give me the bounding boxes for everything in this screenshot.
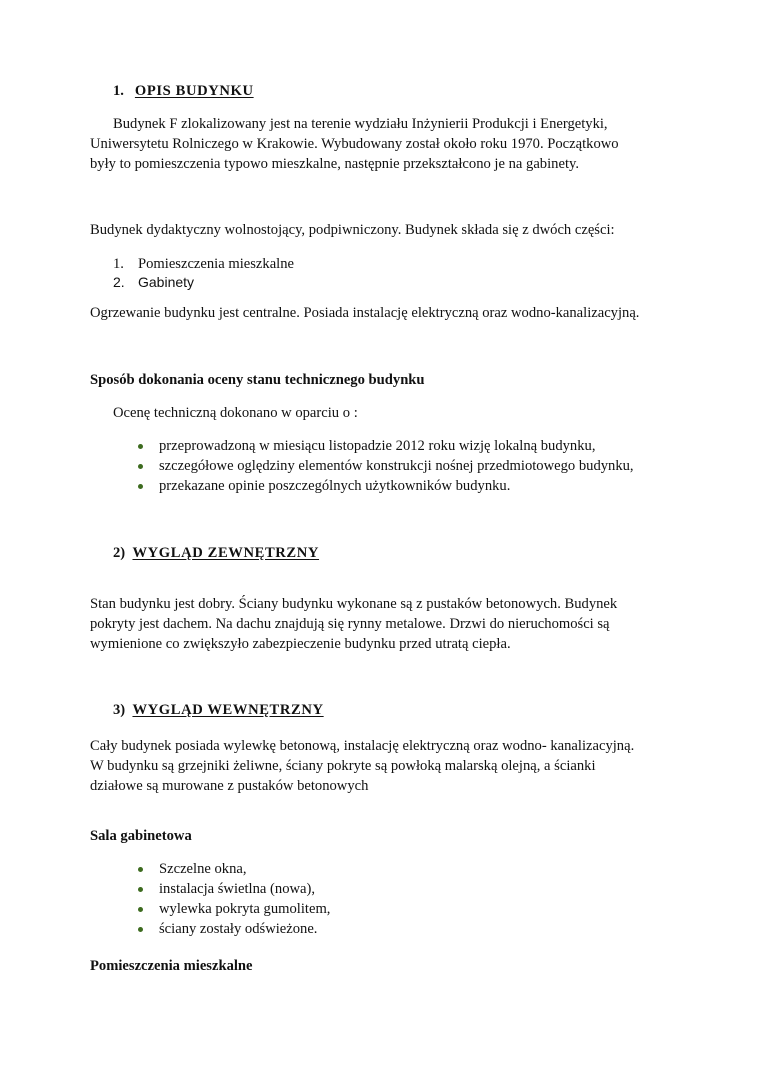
parts-list-number: 2.: [113, 274, 125, 290]
parts-list-text: Pomieszczenia mieszkalne: [138, 256, 295, 272]
paragraph-4-line-3: wymienione co zwiększyło zabezpieczenie budynku przed utratą ciepła.: [90, 636, 511, 652]
office-room-item: ściany zostały odświeżone.: [159, 921, 318, 937]
paragraph-1-line-2: Uniwersytetu Rolniczego w Krakowie. Wybudowany został około roku 1970. Początkowo: [90, 136, 619, 152]
paragraph-4-line-2: pokryty jest dachem. Na dachu znajdują się rynny metalowe. Drzwi do nieruchomości są: [90, 616, 610, 632]
section-3-number: 3): [113, 702, 126, 718]
bullet-icon: [138, 484, 143, 489]
office-room-heading: Sala gabinetowa: [90, 828, 192, 844]
section-2-title: WYGLĄD ZEWNĘTRZNY: [132, 545, 320, 561]
section-2-number: 2): [113, 545, 126, 561]
section-1-number: 1.: [113, 83, 124, 99]
parts-list-text: Gabinety: [138, 274, 195, 290]
section-1-heading: [113, 81, 254, 101]
bullet-icon: [138, 887, 143, 892]
office-room-item: Szczelne okna,: [159, 861, 247, 877]
office-room-item: instalacja świetlna (nowa),: [159, 881, 316, 897]
office-room-item: wylewka pokryta gumolitem,: [159, 901, 331, 917]
assessment-item: przekazane opinie poszczególnych użytkowników budynku.: [159, 478, 511, 494]
paragraph-5-line-3: działowe są murowane z pustaków betonowych: [90, 778, 369, 794]
assessment-intro: Ocenę techniczną dokonano w oparciu o :: [113, 405, 358, 421]
assessment-item: szczegółowe oględziny elementów konstrukcji nośnej przedmiotowego budynku,: [159, 458, 634, 474]
assessment-item: przeprowadzoną w miesiącu listopadzie 2012 roku wizję lokalną budynku,: [159, 438, 596, 454]
section-2-heading: [113, 543, 319, 563]
paragraph-2: Budynek dydaktyczny wolnostojący, podpiwniczony. Budynek składa się z dwóch części:: [90, 222, 615, 238]
bullet-icon: [138, 907, 143, 912]
bullet-icon: [138, 867, 143, 872]
parts-list-item: [113, 272, 125, 292]
parts-list-item: [113, 254, 124, 274]
bullet-icon: [138, 444, 143, 449]
paragraph-1-line-1: Budynek F zlokalizowany jest na terenie wydziału Inżynierii Produkcji i Energetyki,: [113, 116, 608, 132]
assessment-heading: Sposób dokonania oceny stanu technicznego budynku: [90, 372, 425, 388]
bullet-icon: [138, 464, 143, 469]
paragraph-1-line-3: były to pomieszczenia typowo mieszkalne, następnie przekształcono je na gabinety.: [90, 156, 579, 172]
paragraph-5-line-2: W budynku są grzejniki żeliwne, ściany pokryte są powłoką malarską olejną, a ścianki: [90, 758, 596, 774]
parts-list-number: 1.: [113, 256, 124, 272]
paragraph-4-line-1: Stan budynku jest dobry. Ściany budynku wykonane są z pustaków betonowych. Budynek: [90, 596, 618, 612]
section-3-title: WYGLĄD WEWNĘTRZNY: [132, 702, 324, 718]
bullet-icon: [138, 927, 143, 932]
section-3-heading: [113, 700, 324, 720]
section-1-title: OPIS BUDYNKU: [134, 83, 254, 99]
paragraph-3: Ogrzewanie budynku jest centralne. Posiada instalację elektryczną oraz wodno-kanalizacyjną.: [90, 305, 640, 321]
paragraph-5-line-1: Cały budynek posiada wylewkę betonową, instalację elektryczną oraz wodno- kanalizacyjną.: [90, 738, 635, 754]
residential-rooms-heading: Pomieszczenia mieszkalne: [90, 958, 253, 974]
